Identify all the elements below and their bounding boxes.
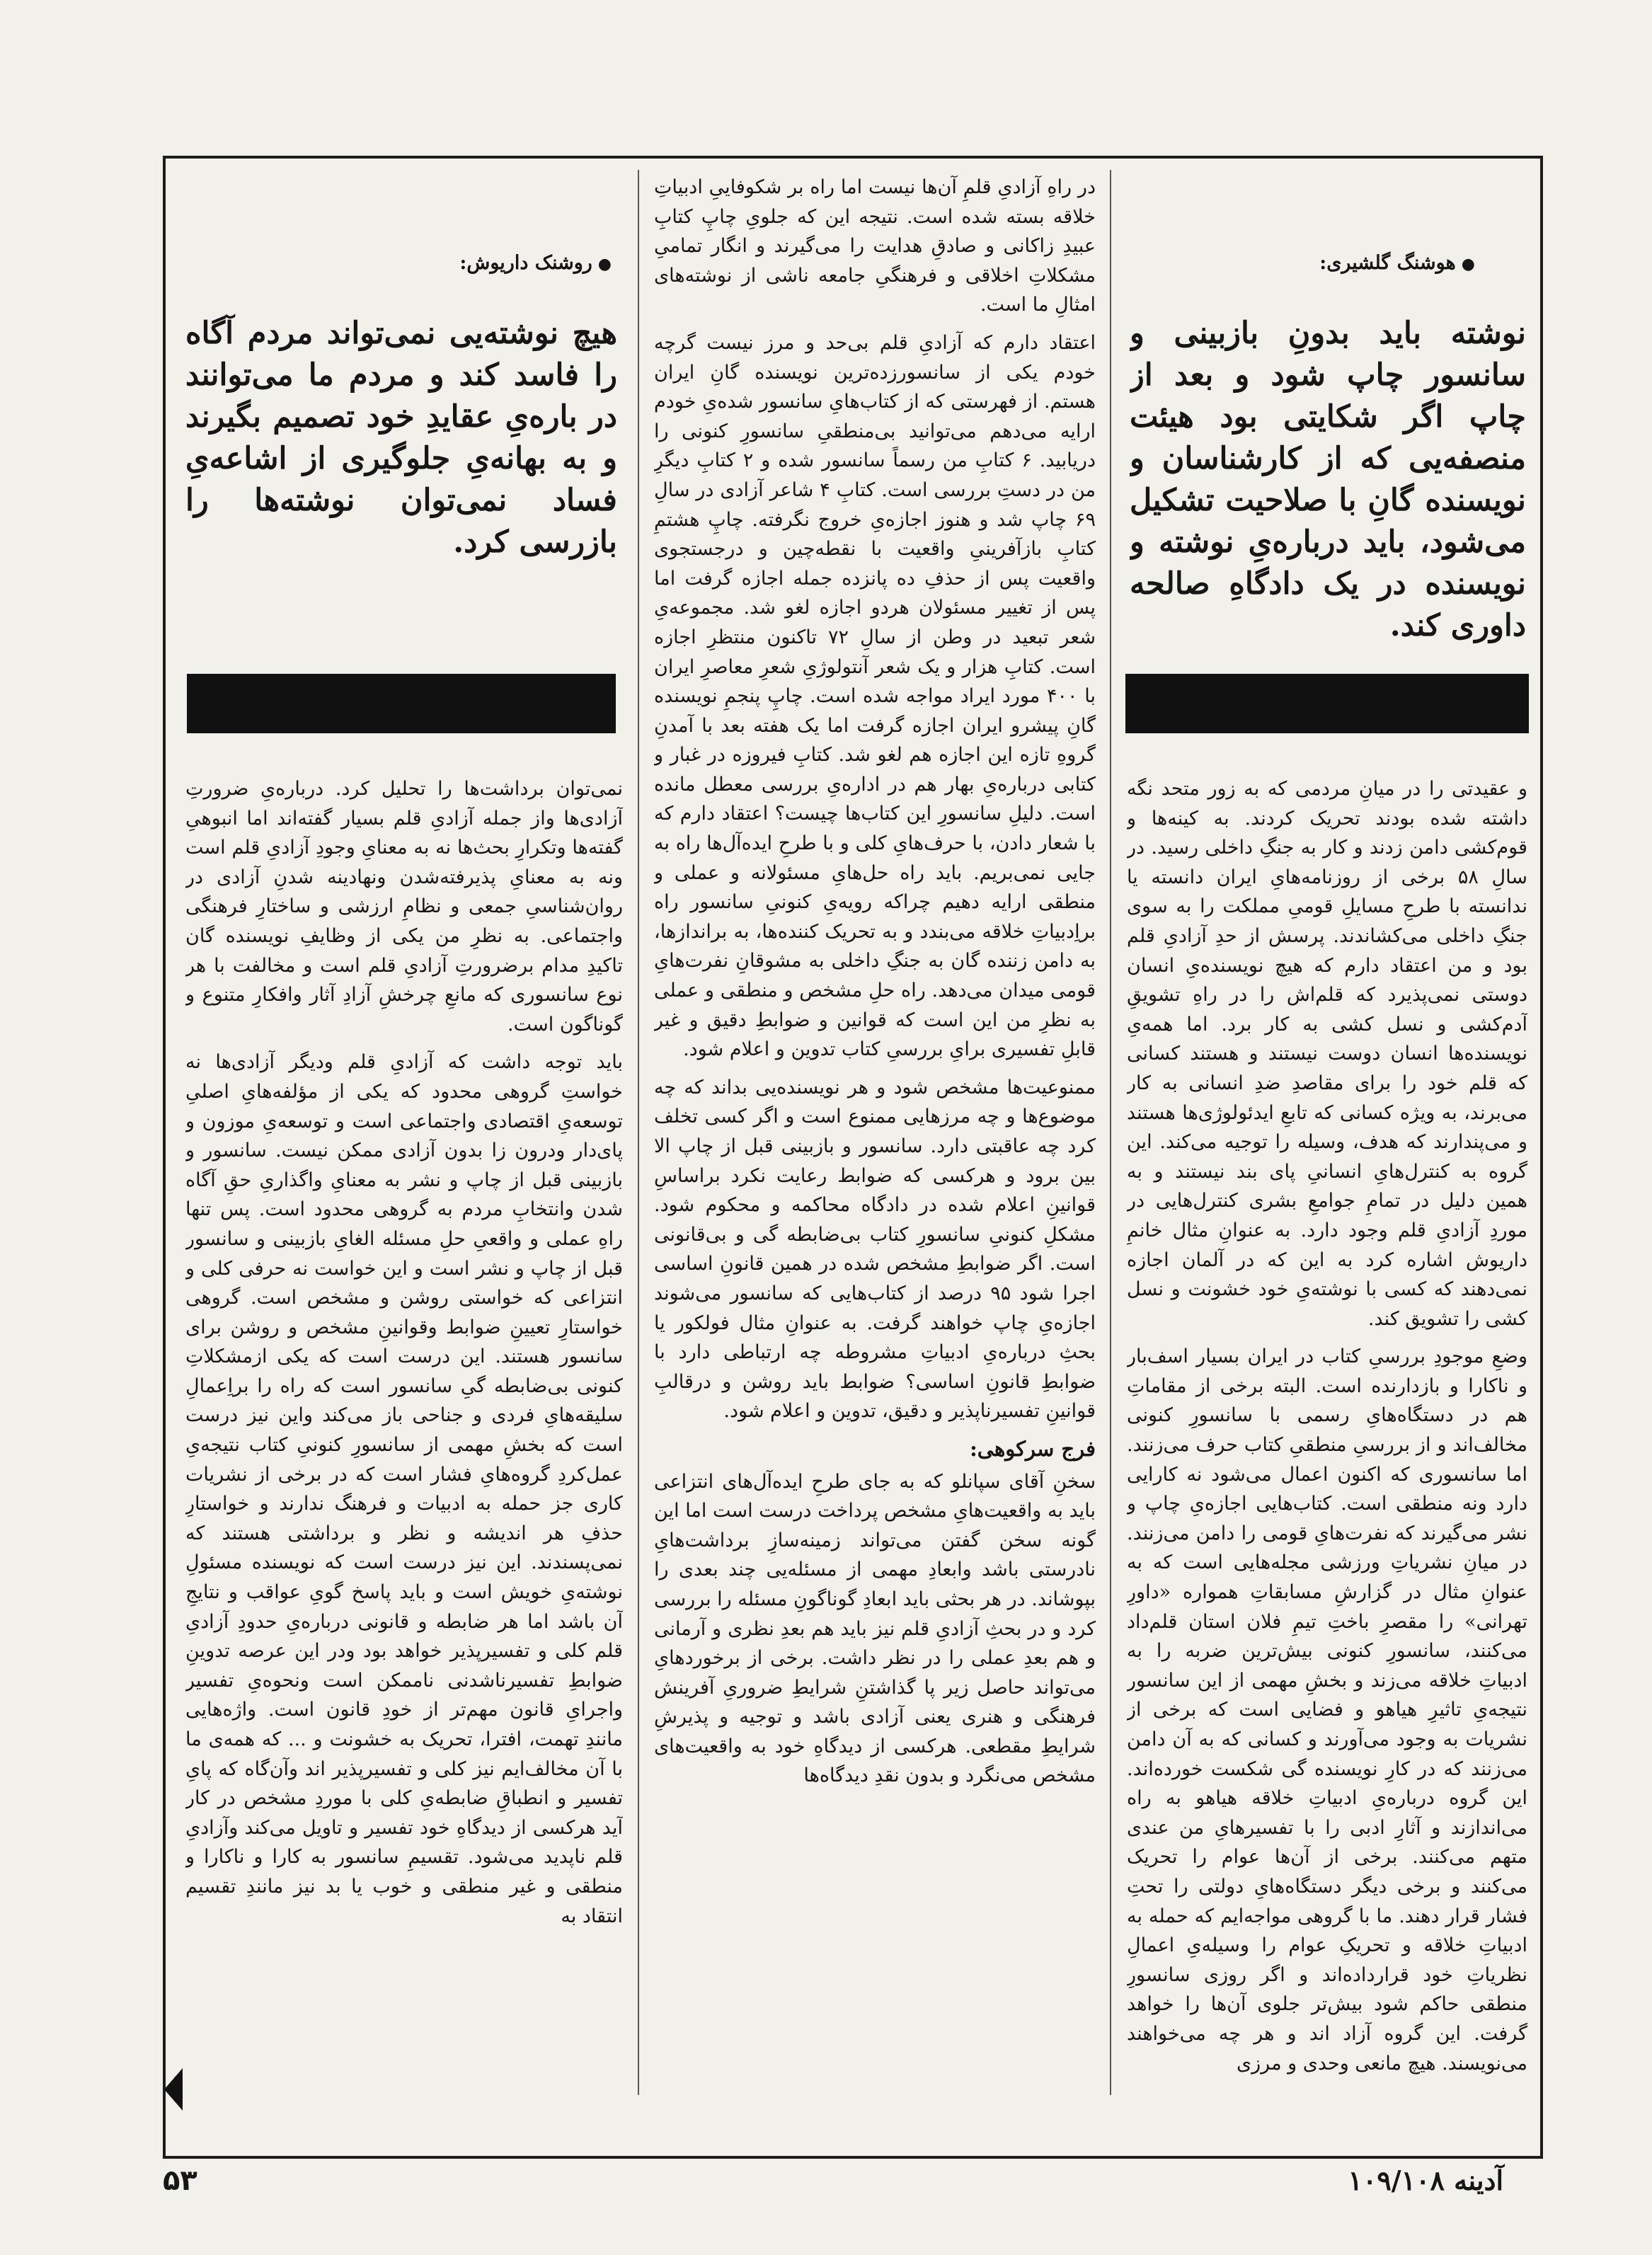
footer-issue: آدینه ۱۰۹/۱۰۸ <box>1348 2164 1503 2196</box>
page-edge-marker-icon <box>164 2068 183 2111</box>
paragraph: ممنوعیت‌ها مشخص شود و هر نویسنده‌یی بداند که چه موضوع‌ها و چه مرزهایی ممنوع است و اگر کسی تخلف کرد چه عاقبتی دارد. سانسور و بازبینی قبل از چاپ الا بین برود و هرکسی که ضوابط رعایت نکرد براساسِ قوانینِ اعلام شده در دادگاه محاکمه و محکوم شود. مشکلِ کنونیِ سانسورِ کتاب بی‌ضابطه گی و بی‌قانونی است. اگر ضوابطِ مشخص شده در همین قانونِ اساسی اجرا شود ۹۵ درصد از کتاب‌هایی که سانسور می‌شوند اجازه‌یِ چاپ خواهند گرفت. به عنوانِ مثال فولکور یا بحثِ درباره‌یِ ادبیاتِ مشروطه چه ارتباطی دارد با ضوابطِ قانونِ اساسی؟ ضوابط باید روشن و درقالبِ قوانینِ تفسیرناپذیر و دقیق، تدوین و اعلام شود. <box>654 1076 1096 1423</box>
column-rule-left <box>638 170 639 2095</box>
subhead-sarkouhi: فرج سرکوهی: <box>970 1436 1096 1461</box>
byline-dariush: ●روشنک داریوش: <box>459 252 612 274</box>
paragraph: باید توجه داشت که آزادیِ قلم ودیگر آزادی‌ها نه خواستِ گروهی محدود که یکی از مؤلفه‌هایِ اصلیِ توسعه‌یِ اقتصادی واجتماعی است و توسعه‌یِ موزون و پای‌دار ودرون زا بدون آزادی ممکن نیست. سانسور و بازبینی قبل از چاپ و نشر به معنایِ واگذاریِ حقِ آگاه شدن وانتخابِ مردم به گروهی محدود است. پس تنها راهِ عملی و واقعیِ حلِ مسئله الغایِ بازبینی و سانسور قبل از چاپ و نشر است و این خواست نه حرفی کلی و انتزاعی که خواستی روشن و مشخص است. گروهی خواستارِ تعیینِ ضوابط وقوانینِ مشخص و روشن برای سانسور هستند. این درست است که یکی ازمشکلاتِ کنونی بی‌ضابطه گیِ سانسور است که راه را براِعمالِ سلیقه‌هایِ فردی و جناحی باز می‌کند واین نیز درست است که بخشِ مهمی از سانسورِ کنونیِ کتاب نتیجه‌یِ عمل‌کردِ گروه‌هایِ فشار است که در برخی از نشریات کاری جز حمله به ادبیات و فرهنگ ندارند و خواستارِ حذفِ هر اندیشه و نظر و برداشتی هستند که نمی‌پسندند. این نیز درست است که نویسنده مسئولِ نوشته‌یِ خویش است و باید پاسخ گویِ عواقب و نتایجِ آن باشد اما هر ضابطه و قانونی درباره‌یِ حدودِ آزادیِ قلم کلی و تفسیرپذیر خواهد بود ودر این عرصه تدوینِ ضوابطِ تفسیرناشدنی ناممکن است ونحوه‌یِ تفسیر واجرایِ قانون مهم‌تر از خودِ قانون است. واژه‌هایی مانندِ تهمت، افترا، تحریک به خشونت و ... که همه‌ی ما با آن مخالف‌ایم نیز کلی و تفسیرپذیر اند وآن‌گاه که پایِ تفسیر و انطباقِ ضابطه‌یِ کلی با موردِ مشخص در کار آید هرکسی از دیدگاهِ خود تفسیر و تاویل می‌کند وآزادیِ قلم ناپدید می‌شود. تقسیمِ سانسور به کارا و ناکارا و منطقی و غیر منطقی و خوب یا بد نیز مانندِ تقسیم انتقاد به <box>185 1051 623 1927</box>
paragraph: اعتقاد دارم که آزادیِ قلم بی‌حد و مرز نیست گرچه خودم یکی از سانسورزده‌ترین نویسنده گانِ ایران هستم. از فهرستی که از کتاب‌هایِ سانسور شده‌یِ خودم ارایه می‌دهم می‌توانید بی‌منطقیِ سانسورِ کنونی را دریابید. ۶ کتابِ من رسماً سانسور شده و ۲ کتابِ دیگرِ من در دستِ بررسی است. کتابِ ۴ شاعر آزادی در سالِ ۶۹ چاپ شد و هنوز اجازه‌یِ خروج نگرفته. چاپِ هشتمِ کتابِ بازآفرینیِ واقعیت با نقطه‌چین و درجستجوی واقعیت پس از حذفِ ده پانزده جمله اجازه گرفت اما پس از تغییر مسئولان هردو اجازه لغو شد. مجموعه‌یِ شعر تبعید در وطن از سالِ ۷۲ تاکنون منتظرِ اجازه است. کتابِ هزار و یک شعر آنتولوژیِ شعرِ معاصرِ ایران با ۴۰۰ مورد ایراد مواجه شده است. چاپِ پنجمِ نویسنده گانِ پیشرو ایران اجازه گرفت اما یک هفته بعد با آمدنِ گروهِ تازه این اجازه هم لغو شد. کتابِ فیروزه در غبار و کتابی درباره‌یِ بهار هم در اداره‌یِ بررسی معطل مانده است. دلیلِ سانسورِ این کتاب‌ها چیست؟ اعتقاد دارم که با شعار دادن، با حرف‌هایِ کلی و با طرحِ ایده‌آل‌ها راه به جایی نمی‌بریم. باید راه حل‌هایِ مسئولانه و عملی و منطقی ارایه دهیم چراکه رویه‌یِ کنونیِ سانسور راه براِدبیاتِ خلاقه می‌بندد و به تحریک کننده‌ها، به براندازها، به دامن زننده گان به جنگِ داخلی به مشوقانِ نفرت‌هایِ قومی میدان می‌دهد. راه حلِ مشخص و منطقی و عملی به نظرِ من این است که قوانین و ضوابطِ دقیق و غیر قابلِ تفسیری برایِ بررسیِ کتاب تدوین و اعلام شود. <box>654 331 1096 1061</box>
paragraph: نمی‌توان برداشت‌ها را تحلیل کرد. درباره‌یِ ضرورتِ آزادی‌ها واز جمله آزادیِ قلم بسیار گفته‌اند اما انبوهیِ گفته‌ها وتکرارِ بحث‌ها نه به معنایِ وجودِ آزادیِ قلم است ونه به معنایِ پذیرفته‌شدن ونهادینه شدنِ آزادی در روان‌شناسیِ جمعی و نظامِ ارزشی و ساختارِ فرهنگی واجتماعی. به نظرِ من یکی از وظایفِ نویسنده گان تاکیدِ مدام برضرورتِ آزادیِ قلم است و مخالفت با هر نوع سانسوری که مانعِ چرخشِ آزادِ آثار وافکارِ متنوع و گوناگون است. <box>185 778 623 1035</box>
black-bar-right <box>1125 674 1529 733</box>
column-middle <box>654 173 1096 2095</box>
page-number: ۵۳ <box>163 2164 197 2197</box>
byline-golshiri: ●هوشنگ گلشیری: <box>1319 252 1475 274</box>
paragraph: در راهِ آزادیِ قلمِ آن‌ها نیست اما راه بر شکوفاییِ ادبیاتِ خلاقه بسته شده است. نتیجه این که جلویِ چاپِ کتابِ عبیدِ زاکانی و صادقِ هدایت را می‌گیرند و انگار تمامیِ مشکلاتِ اخلاقی و فرهنگیِ جامعه ناشی از نوشته‌های امثالِ ما است. <box>654 176 1096 316</box>
paragraph: وضعِ موجودِ بررسیِ کتاب در ایران بسیار اسف‌بار و ناکارا و بازدارنده است. البته برخی از مقاماتِ هم در دستگاه‌هایِ رسمی با سانسورِ کنونی مخالف‌اند و از بررسیِ منطقیِ کتاب حرف می‌زنند. اما سانسوری که اکنون اعمال می‌شود نه کارایی دارد ونه منطقی است. کتاب‌هایی اجازه‌یِ چاپ و نشر می‌گیرند که نفرت‌هایِ قومی را دامن می‌زنند. در میانِ نشریاتِ ورزشی مجله‌هایی است که به عنوانِ مثال در گزارشِ مسابقاتِ همواره «داورِ تهرانی» را مقصرِ باختِ تیمِ فلان استان قلم‌داد می‌کنند، سانسورِ کنونی بیش‌ترین ضربه را به ادبیاتِ خلاقه می‌زند و بخشِ مهمی از این سانسور نتیجه‌یِ تاثیرِ هیاهو و فضایی است که برخی از نشریات به وجود می‌آورند و کسانی که به آن دامن می‌زنند که در کارِ نویسنده گی شکست خورده‌اند. این گروه درباره‌یِ ادبیاتِ خلاقه هیاهو به راه می‌اندازند و آثارِ ادبی را با تفسیرهایِ من عندی متهم می‌کنند. برخی از آن‌ها عوام را تحریک می‌کنند و برخی دیگر دستگاه‌هایِ دولتی را تحتِ فشار قرار دهند. ما با گروهی مواجه‌ایم که حمله به ادبیاتِ خلاقه و تحریکِ عوام را وسیله‌یِ اعمالِ نظریاتِ خود قرارداده‌اند و اگر روزی سانسورِ منطقی حاکم شود بیش‌تر جلوی آن‌ها را خواهد گرفت. این گروه آزاد اند و هر چه می‌خواهند می‌نویسند. هیچ مانعی وحدی و مرزی <box>1127 1345 1527 2075</box>
column-rule-right <box>1110 170 1111 2095</box>
headline-golshiri: نوشته باید بدونِ بازبینی و سانسور چاپ شود و بعد از چاپ اگر شکایتی بود هیئت منصفه‌یی که از کارشناسان و نویسنده گانِ با صلاحیت تشکیل می‌شود، باید درباره‌یِ نوشته و نویسنده در یک دادگاهِ صالحه داوری کند. <box>1130 316 1526 643</box>
black-bar-left <box>187 674 616 733</box>
bullet-icon: ● <box>597 255 612 273</box>
headline-dariush: هیچ نوشته‌یی نمی‌تواند مردم آگاه را فاسد کند و مردم ما می‌توانند در باره‌یِ عقایدِ خود تصمیم بگیرند و به بهانه‌یِ جلوگیری از اشاعه‌یِ فساد نمی‌توان نوشته‌ها را بازرسی کرد. <box>185 316 617 560</box>
paragraph: سخنِ آقای سپانلو که به جای طرحِ ایده‌آل‌های انتزاعی باید به واقعیت‌هایِ مشخص پرداخت درست است اما این گونه سخن گفتن می‌تواند زمینه‌سازِ برداشت‌هایِ نادرستی باشد وابعادِ مهمی از مسئله‌یی چند بعدی را بپوشاند. در هر بحثی باید ابعادِ گوناگونِ مسئله را بررسی کرد و در بحثِ آزادیِ قلم نیز باید هم بعدِ نظری و آرمانی و هم بعدِ عملی را در نظر داشت. برخی از برخوردهایِ می‌تواند حاصل زیر پا گذاشتنِ شرایطِ ضروریِ آفرینش فرهنگی و هنری یعنی آزادی باشد و توجیه و پذیرشِ شرایطِ مقطعی. هرکسی از دیدگاهِ خود به واقعیت‌های مشخص می‌نگرد و بدون نقدِ دیدگاه‌ها <box>654 1470 1096 1787</box>
column-left <box>185 774 623 2095</box>
paragraph: و عقیدتی را در میانِ مردمی که به زور متحد نگه داشته شده بودند تحریک کردند. به کینه‌ها و قوم‌کشی دامن زدند و کار به جنگِ داخلی رسید. در سالِ ۵۸ برخی از روزنامه‌هایِ ایران دانسته یا ندانسته با طرحِ مسایلِ قومیِ مملکت را به سوی جنگِ داخلی می‌کشاندند. پرسش از حدِ آزادیِ قلم بود و من اعتقاد دارم که هیچ نویسنده‌یِ انسان دوستی نمی‌پذیرد که قلم‌اش را در راهِ تشویقِ آدم‌کشی و نسل کشی به کار برد. اما همه‌یِ نویسنده‌ها انسان دوست نیستند و هستند کسانی که قلم خود را برای مقاصدِ ضدِ انسانی به کار می‌برند، به ویژه کسانی که تابعِ ایدئولوژی‌ها هستند و می‌پندارند که هدف، وسیله را توجیه می‌کند. این گروه به کنترل‌هایِ انسانیِ پای بند نیستند و به همین دلیل در تمامِ جوامعِ بشری کنترل‌هایی در موردِ آزادیِ قلم وجود دارد. به عنوانِ مثال خانمِ داریوش اشاره کرد به این که در آلمان اجازه نمی‌دهند که کسی با نوشته‌یِ خود خشونت و نسل کشی را تشویق کند. <box>1127 778 1527 1330</box>
column-right <box>1127 774 1527 2095</box>
bullet-icon: ● <box>1461 255 1475 273</box>
